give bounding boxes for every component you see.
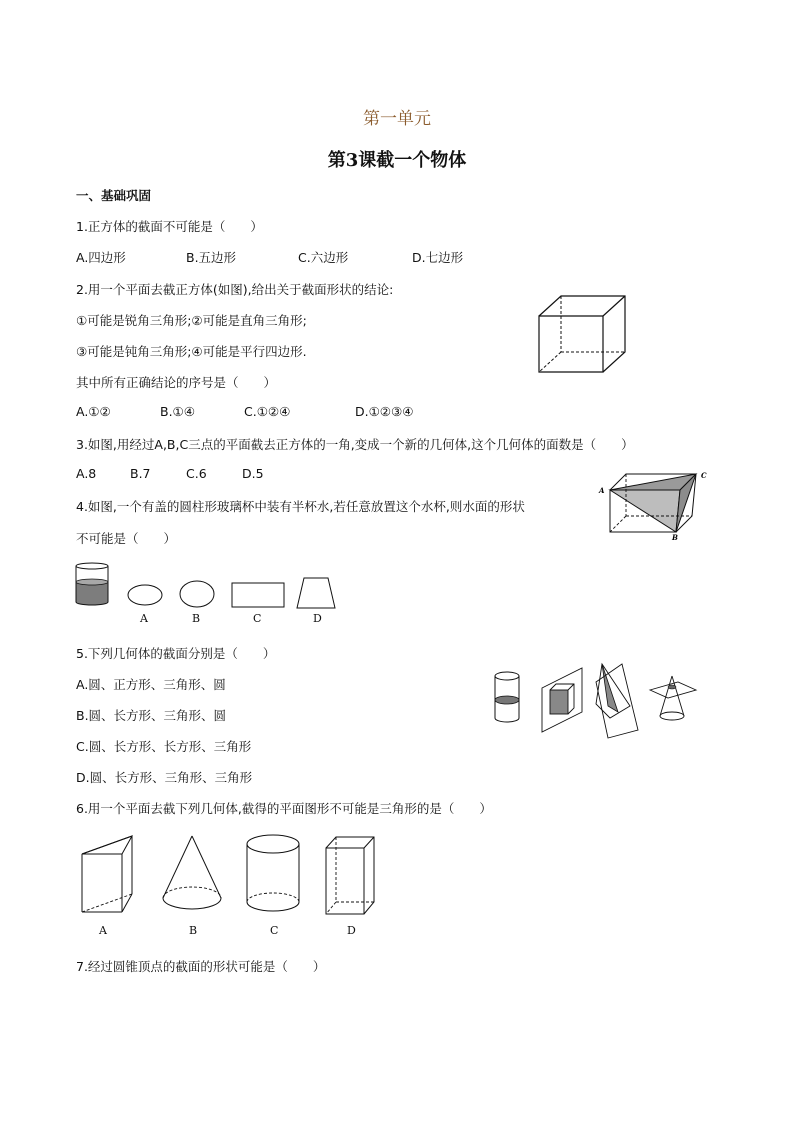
ellipse-round-figure bbox=[178, 580, 216, 608]
q2-option-b: B.①④ bbox=[160, 404, 195, 419]
q5-option-b: B.圆、长方形、三角形、圆 bbox=[76, 708, 227, 723]
q5-option-c: C.圆、长方形、长方形、三角形 bbox=[76, 739, 252, 754]
q3-option-d: D.5 bbox=[242, 466, 264, 481]
section-heading: 一、基础巩固 bbox=[76, 188, 152, 203]
q3-option-c: C.6 bbox=[186, 466, 207, 481]
q2-ask: 其中所有正确结论的序号是（ ） bbox=[76, 375, 277, 390]
q4-stem-line2: 不可能是（ ） bbox=[76, 531, 177, 546]
q2-option-d: D.①②③④ bbox=[355, 404, 414, 419]
q6-label-b: B bbox=[189, 924, 198, 937]
lesson-title: 第3课截一个物体 bbox=[327, 150, 467, 171]
cuboid-figure bbox=[322, 834, 380, 918]
q6-label-d: D bbox=[347, 924, 356, 937]
q3-option-b: B.7 bbox=[130, 466, 151, 481]
q6-label-c: C bbox=[270, 924, 279, 937]
cup-figure bbox=[74, 562, 112, 608]
rectangle-figure bbox=[230, 581, 286, 609]
q5-option-a: A.圆、正方形、三角形、圆 bbox=[76, 677, 226, 692]
q4-label-d: D bbox=[313, 612, 322, 625]
q1-option-a: A.四边形 bbox=[76, 250, 126, 265]
label-b: B bbox=[672, 533, 678, 542]
q5-stem: 5.下列几何体的截面分别是（ ） bbox=[76, 646, 276, 661]
sectioned-solids-figure bbox=[490, 660, 700, 740]
q7-stem: 7.经过圆锥顶点的截面的形状可能是（ ） bbox=[76, 959, 326, 974]
q1-option-d: D.七边形 bbox=[412, 250, 464, 265]
q1-stem: 1.正方体的截面不可能是（ ） bbox=[76, 219, 263, 234]
q2-statement-1: ①可能是锐角三角形;②可能是直角三角形; bbox=[76, 313, 307, 328]
q2-option-c: C.①②④ bbox=[244, 404, 291, 419]
cube-figure bbox=[536, 294, 636, 374]
q4-label-c: C bbox=[253, 612, 262, 625]
q1-option-b: B.五边形 bbox=[186, 250, 237, 265]
label-c: C bbox=[701, 471, 707, 480]
q2-stem: 2.用一个平面去截正方体(如图),给出关于截面形状的结论: bbox=[76, 282, 394, 297]
q3-option-a: A.8 bbox=[76, 466, 97, 481]
q4-label-a: A bbox=[140, 612, 148, 625]
q6-stem: 6.用一个平面去截下列几何体,截得的平面图形不可能是三角形的是（ ） bbox=[76, 801, 492, 816]
ellipse-flat-figure bbox=[126, 583, 164, 607]
q2-statement-2: ③可能是钝角三角形;④可能是平行四边形. bbox=[76, 344, 307, 359]
q3-stem: 3.如图,用经过A,B,C三点的平面截去正方体的一角,变成一个新的几何体,这个几何体的面数是（ ） bbox=[76, 437, 634, 452]
trapezoid-figure bbox=[295, 576, 337, 610]
q4-label-b: B bbox=[192, 612, 201, 625]
triangular-prism-figure bbox=[78, 832, 142, 916]
label-a: A bbox=[599, 486, 605, 495]
q5-option-d: D.圆、长方形、三角形、三角形 bbox=[76, 770, 253, 785]
q6-label-a: A bbox=[99, 924, 107, 937]
q2-option-a: A.①② bbox=[76, 404, 111, 419]
unit-heading: 第一单元 bbox=[363, 109, 431, 129]
q1-option-c: C.六边形 bbox=[298, 250, 349, 265]
cylinder-figure bbox=[244, 832, 304, 916]
cut-cube-figure bbox=[598, 470, 710, 540]
cone-figure bbox=[160, 832, 226, 916]
q4-stem-line1: 4.如图,一个有盖的圆柱形玻璃杯中装有半杯水,若任意放置这个水杯,则水面的形状 bbox=[76, 499, 525, 514]
